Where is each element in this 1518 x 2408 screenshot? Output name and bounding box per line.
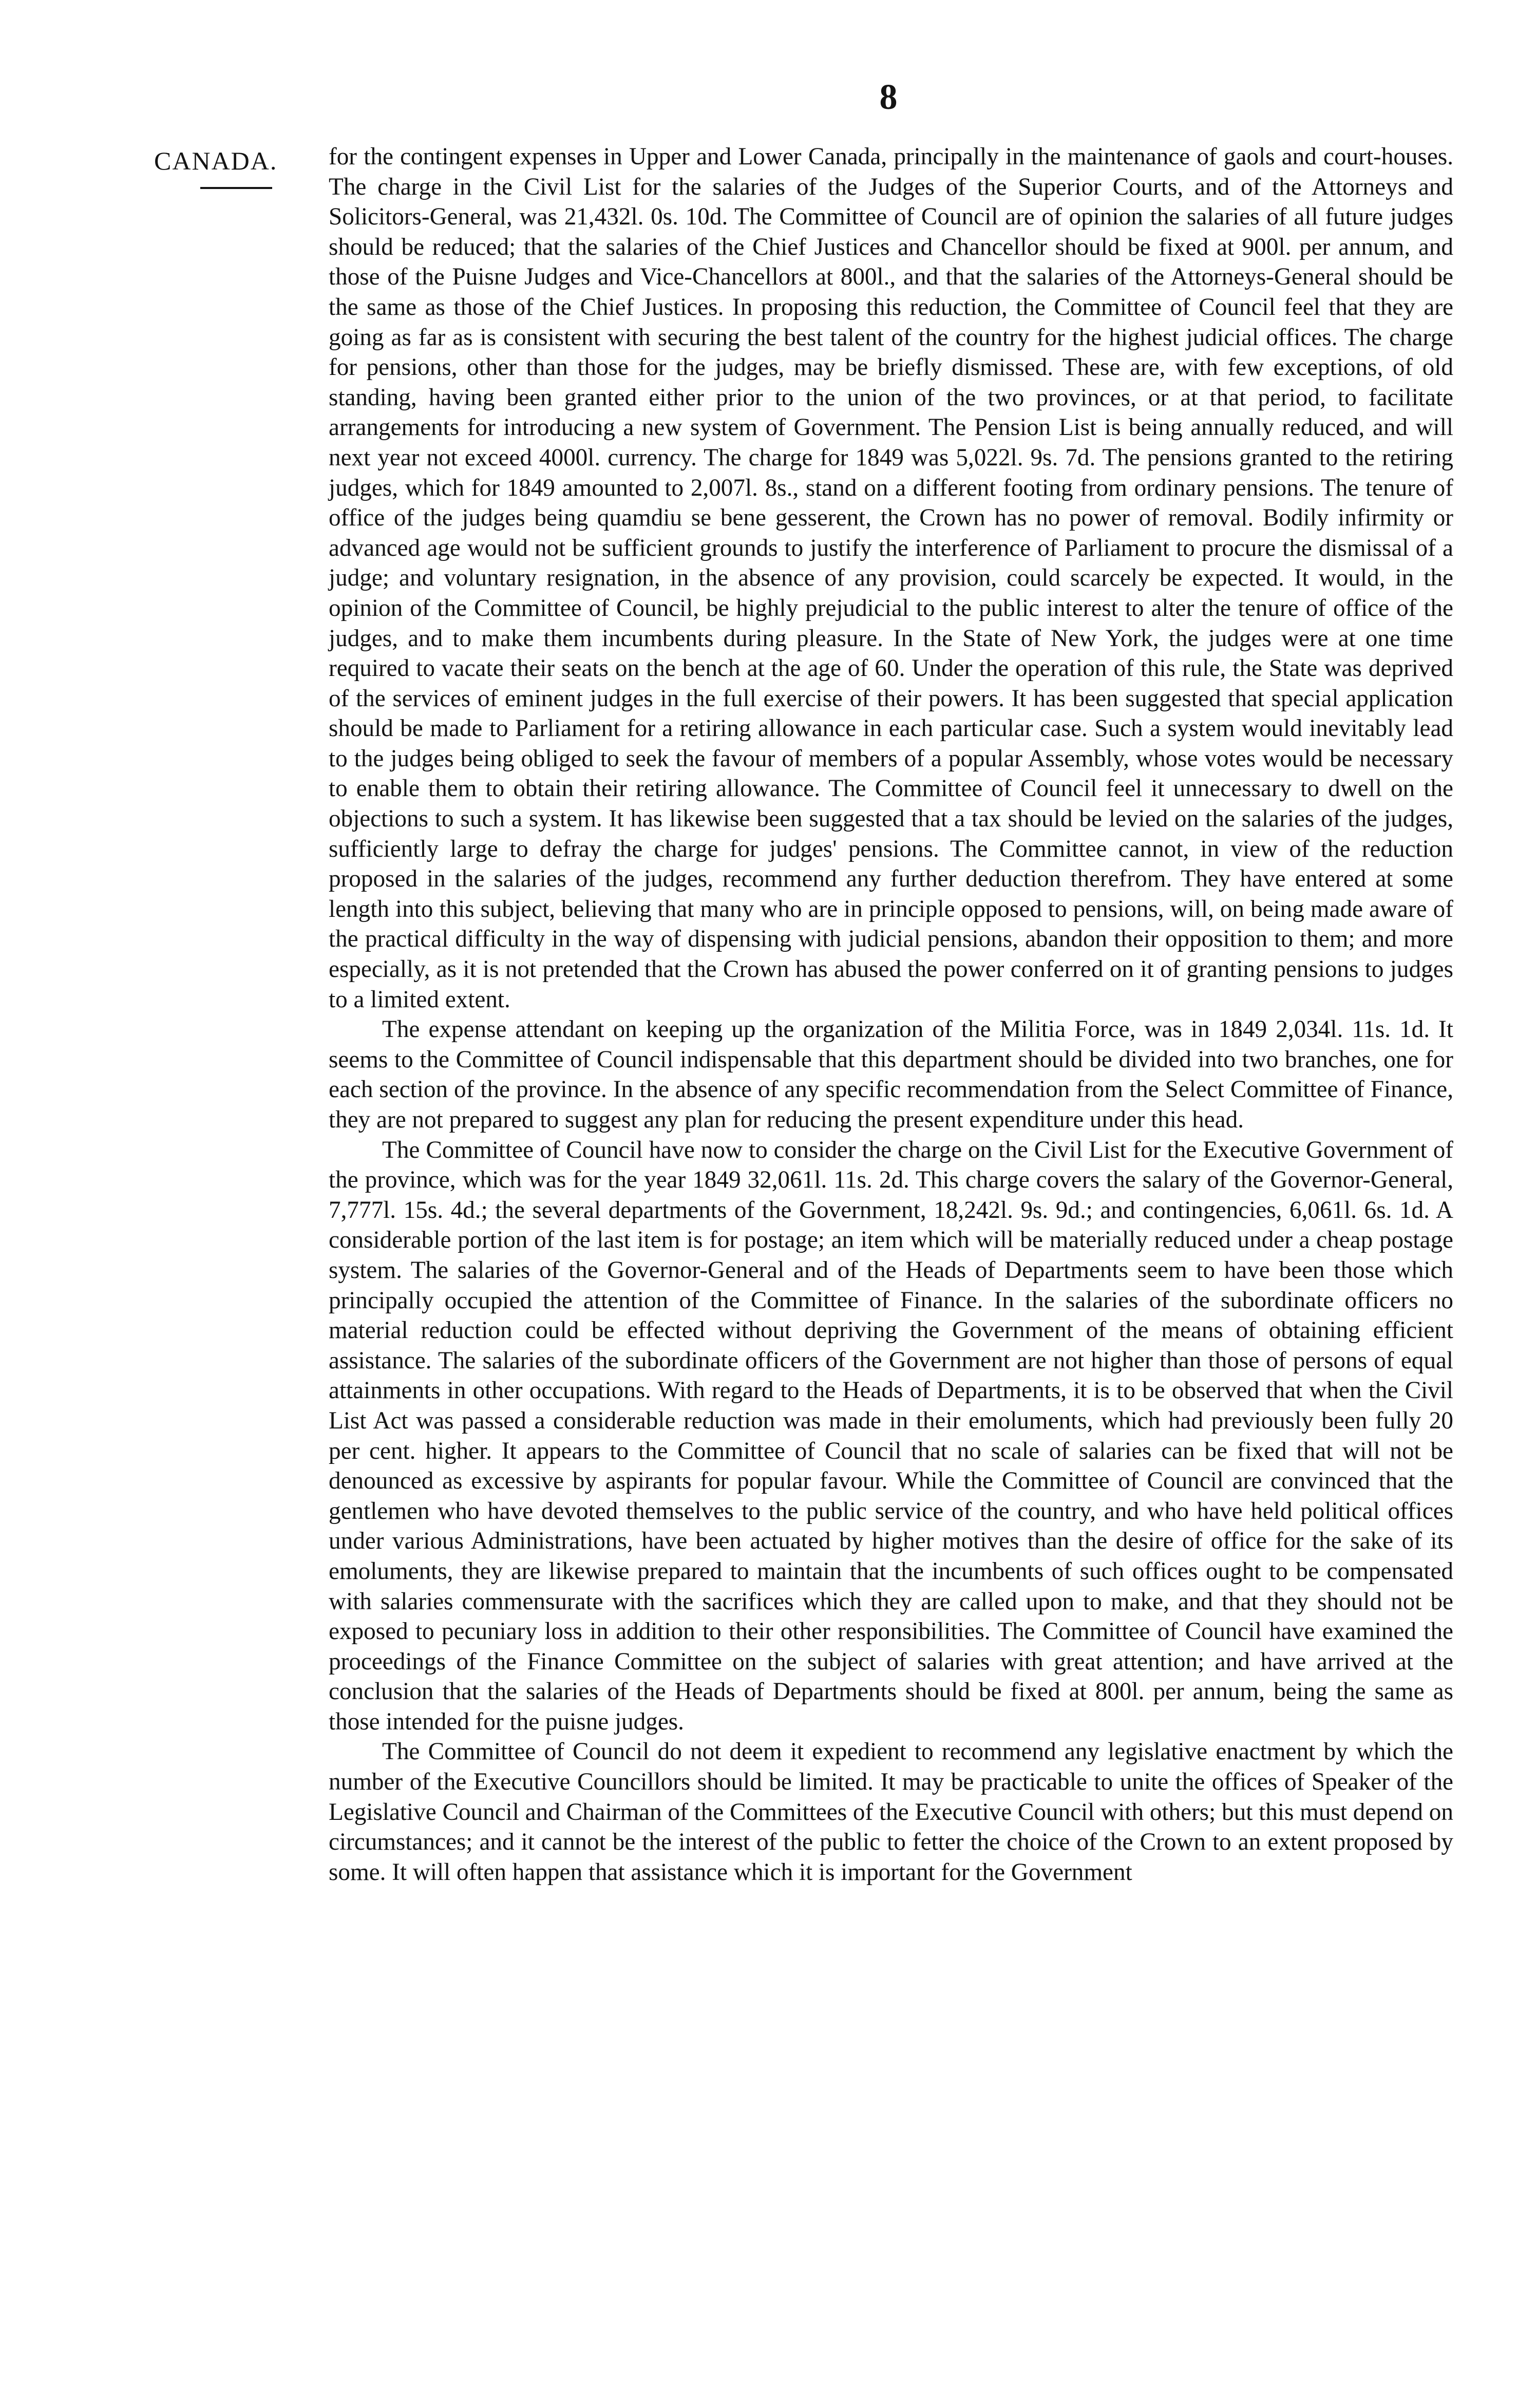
paragraph-executive-government: The Committee of Council have now to consider the charge on the Civil List for the Executive Government of the province, which was for the year 1849 32,061l. 11s. 2d. This charge covers the salary of the Governor-General, 7,777l. 15s. 4d.; the several departments of the Government, 18,242l. 9s. 9d.; and contingencies, 6,061l. 6s. 1d. A considerable portion of the last item is for postage; an item which will be materially reduced under a cheap postage system. The salaries of the Governor-General and of the Heads of Departments seem to have been those which principally occupied the attention of the Committee of Finance. In the salaries of the subordinate officers no material reduction could be effected without depriving the Government of the means of obtaining efficient assistance. The salaries of the subordinate officers of the Government are not higher than those of persons of equal attainments in other occupations. With regard to the Heads of Departments, it is to be observed that when the Civil List Act was passed a considerable reduction was made in their emoluments, which had previously been fully 20 per cent. higher. It appears to the Committee of Council that no scale of salaries can be fixed that will not be denounced as excessive by aspirants for popular favour. While the Committee of Council are convinced that the gentlemen who have devoted themselves to the public service of the country, and who have held political offices under various Administrations, have been actuated by higher motives than the desire of office for the sake of its emoluments, they are likewise prepared to maintain that the incumbents of such offices ought to be compensated with salaries commensurate with the sacrifices which they are called upon to make, and that they should not be exposed to pecuniary loss in addition to their other responsibilities. The Committee of Council have examined the proceedings of the Finance Committee on the subject of salaries with great attention; and have arrived at the conclusion that the salaries of the Heads of Departments should be fixed at 800l. per annum, being the same as those intended for the puisne judges. [329,1136,1453,1735]
margin-heading-rule [200,187,272,189]
page-number: 8 [879,78,898,117]
paragraph-judges-salaries: for the contingent expenses in Upper and Lower Canada, principally in the maintenance of gaols and court-houses. The charge in the Civil List for the salaries of the Judges of the Superior Courts, and of the Attorneys and Solicitors-General, was 21,432l. 0s. 10d. The Committee of Council are of opinion the salaries of all future judges should be reduced; that the salaries of the Chief Justices and Chancellor should be fixed at 900l. per annum, and those of the Puisne Judges and Vice-Chancellors at 800l., and that the salaries of the Attorneys-General should be the same as those of the Chief Justices. In proposing this reduction, the Committee of Council feel that they are going as far as is consistent with securing the best talent of the country for the highest judicial offices. The charge for pensions, other than those for the judges, may be briefly dismissed. These are, with few exceptions, of old standing, having been granted either prior to the union of the two provinces, or at that period, to facilitate arrangements for introducing a new system of Government. The Pension List is being annually reduced, and will next year not exceed 4000l. currency. The charge for 1849 was 5,022l. 9s. 7d. The pensions granted to the retiring judges, which for 1849 amounted to 2,007l. 8s., stand on a different footing from ordinary pensions. The tenure of office of the judges being quamdiu se bene gesserent, the Crown has no power of removal. Bodily infirmity or advanced age would not be sufficient grounds to justify the interference of Parliament to procure the dismissal of a judge; and voluntary resignation, in the absence of any provision, could scarcely be expected. It would, in the opinion of the Committee of Council, be highly prejudicial to the public interest to alter the tenure of office of the judges, and to make them incumbents during pleasure. In the State of New York, the judges were at one time required to vacate their seats on the bench at the age of 60. Under the operation of this rule, the State was deprived of the services of eminent judges in the full exercise of their powers. It has been suggested that special application should be made to Parliament for a retiring allowance in each particular case. Such a system would inevitably lead to the judges being obliged to seek the favour of members of a popular Assembly, whose votes would be necessary to enable them to obtain their retiring allowance. The Committee of Council feel it unnecessary to dwell on the objections to such a system. It has likewise been suggested that a tax should be levied on the salaries of the judges, sufficiently large to defray the charge for judges' pensions. The Committee cannot, in view of the reduction proposed in the salaries of the judges, recommend any further deduction therefrom. They have entered at some length into this subject, believing that many who are in principle opposed to pensions, will, on being made aware of the practical difficulty in the way of dispensing with judicial pensions, abandon their opposition to them; and more especially, as it is not pretended that the Crown has abused the power conferred on it of granting pensions to judges to a limited extent. [329,143,1453,1013]
paragraph-militia: The expense attendant on keeping up the organization of the Militia Force, was in 1849 2,034l. 11s. 1d. It seems to the Committee of Council indispensable that this department should be divided into two branches, one for each section of the province. In the absence of any specific recommendation from the Select Committee of Finance, they are not prepared to suggest any plan for reducing the present expenditure under this head. [329,1016,1453,1133]
margin-heading: CANADA. [154,146,278,175]
paragraph-executive-council: The Committee of Council do not deem it expedient to recommend any legislative enactment by which the number of the Executive Councillors should be limited. It may be practicable to unite the offices of Speaker of the Legislative Council and Chairman of the Committees of the Executive Council with others; but this must depend on circumstances; and it cannot be the interest of the public to fetter the choice of the Crown to an extent proposed by some. It will often happen that assistance which it is important for the Government [329,1738,1453,1886]
document-body [329,142,1453,1887]
